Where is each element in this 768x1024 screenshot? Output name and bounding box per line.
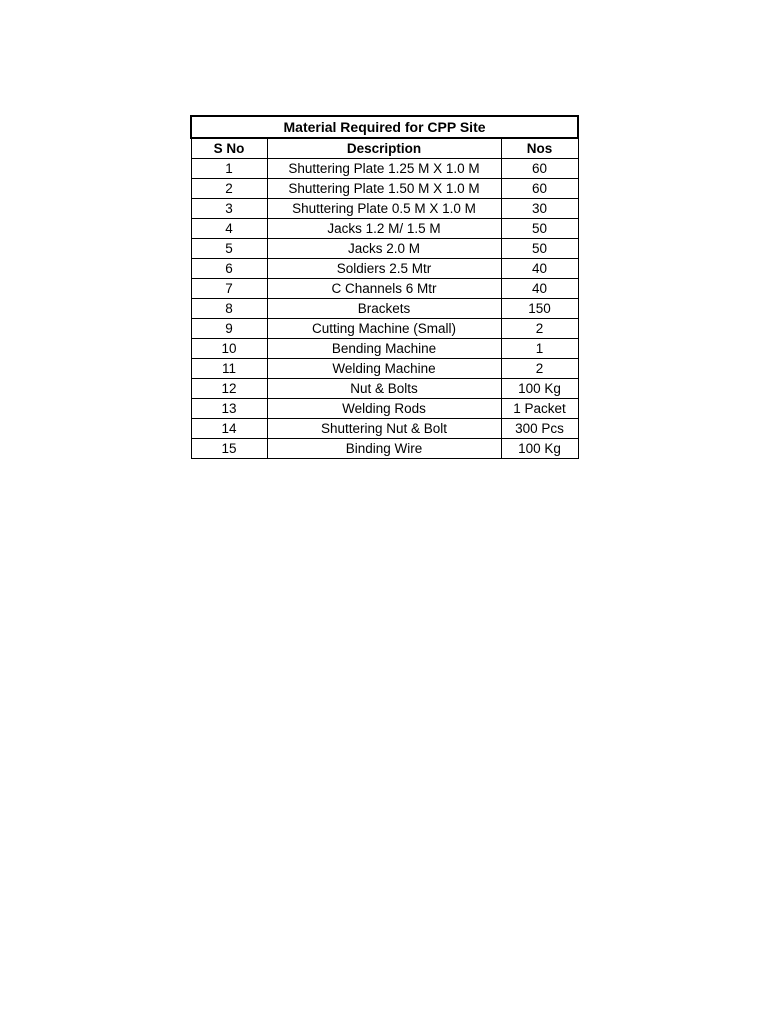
table-row — [191, 179, 578, 199]
cell-description: Soldiers 2.5 Mtr — [267, 259, 501, 279]
cell-nos: 2 — [501, 319, 578, 339]
table-row — [191, 399, 578, 419]
table-title-row — [191, 116, 578, 138]
cell-nos: 1 — [501, 339, 578, 359]
cell-nos: 2 — [501, 359, 578, 379]
material-table — [190, 115, 579, 459]
cell-sno: 15 — [191, 439, 267, 459]
material-table-container — [190, 115, 577, 459]
cell-sno: 11 — [191, 359, 267, 379]
cell-sno: 8 — [191, 299, 267, 319]
table-row — [191, 319, 578, 339]
cell-sno: 2 — [191, 179, 267, 199]
header-sno: S No — [191, 138, 267, 159]
table-row — [191, 259, 578, 279]
cell-description: Welding Rods — [267, 399, 501, 419]
cell-nos: 30 — [501, 199, 578, 219]
cell-sno: 6 — [191, 259, 267, 279]
cell-nos: 40 — [501, 259, 578, 279]
cell-sno: 13 — [191, 399, 267, 419]
cell-nos: 60 — [501, 179, 578, 199]
cell-description: Shuttering Plate 1.50 M X 1.0 M — [267, 179, 501, 199]
cell-description: Binding Wire — [267, 439, 501, 459]
table-body — [191, 159, 578, 459]
cell-sno: 3 — [191, 199, 267, 219]
header-description: Description — [267, 138, 501, 159]
table-header-row — [191, 138, 578, 159]
cell-description: Cutting Machine (Small) — [267, 319, 501, 339]
cell-nos: 1 Packet — [501, 399, 578, 419]
table-row — [191, 359, 578, 379]
cell-nos: 60 — [501, 159, 578, 179]
cell-nos: 40 — [501, 279, 578, 299]
cell-nos: 50 — [501, 239, 578, 259]
cell-description: Nut & Bolts — [267, 379, 501, 399]
cell-description: Shuttering Nut & Bolt — [267, 419, 501, 439]
table-row — [191, 339, 578, 359]
table-row — [191, 279, 578, 299]
header-nos: Nos — [501, 138, 578, 159]
cell-description: Brackets — [267, 299, 501, 319]
cell-sno: 10 — [191, 339, 267, 359]
cell-sno: 7 — [191, 279, 267, 299]
cell-sno: 5 — [191, 239, 267, 259]
table-row — [191, 439, 578, 459]
cell-sno: 9 — [191, 319, 267, 339]
table-row — [191, 199, 578, 219]
cell-sno: 1 — [191, 159, 267, 179]
cell-description: Bending Machine — [267, 339, 501, 359]
table-row — [191, 419, 578, 439]
cell-sno: 12 — [191, 379, 267, 399]
table-title: Material Required for CPP Site — [191, 116, 578, 138]
cell-description: C Channels 6 Mtr — [267, 279, 501, 299]
table-row — [191, 159, 578, 179]
cell-description: Shuttering Plate 0.5 M X 1.0 M — [267, 199, 501, 219]
cell-nos: 300 Pcs — [501, 419, 578, 439]
cell-nos: 100 Kg — [501, 379, 578, 399]
cell-description: Jacks 1.2 M/ 1.5 M — [267, 219, 501, 239]
cell-nos: 100 Kg — [501, 439, 578, 459]
table-row — [191, 299, 578, 319]
table-row — [191, 239, 578, 259]
cell-sno: 4 — [191, 219, 267, 239]
cell-sno: 14 — [191, 419, 267, 439]
cell-nos: 150 — [501, 299, 578, 319]
table-row — [191, 379, 578, 399]
cell-description: Shuttering Plate 1.25 M X 1.0 M — [267, 159, 501, 179]
cell-description: Welding Machine — [267, 359, 501, 379]
cell-nos: 50 — [501, 219, 578, 239]
table-row — [191, 219, 578, 239]
cell-description: Jacks 2.0 M — [267, 239, 501, 259]
